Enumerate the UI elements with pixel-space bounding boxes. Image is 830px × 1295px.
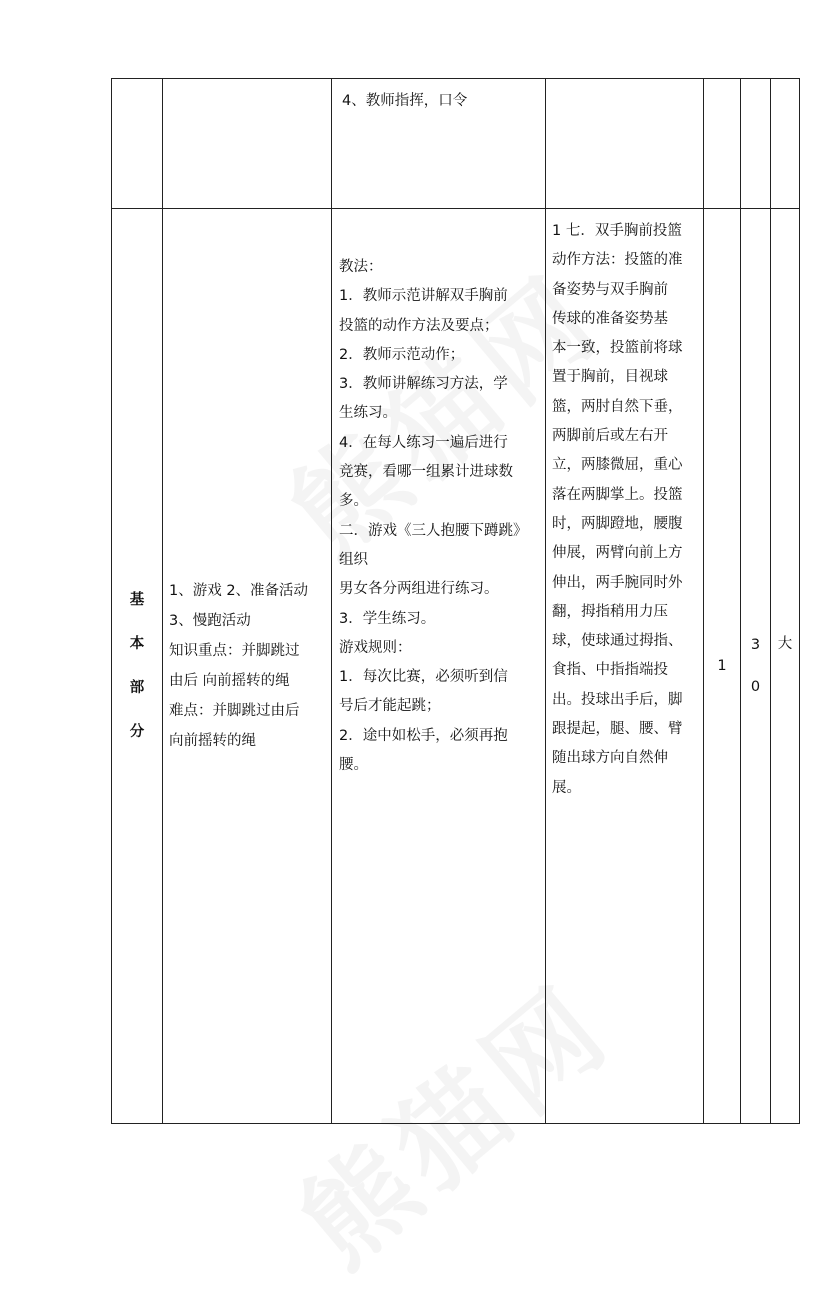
method-line: 3．学生练习。: [339, 610, 436, 627]
method-line: 腰。: [339, 757, 368, 774]
table-row: [112, 209, 800, 1124]
description-line: 动作方法：投篮的准: [552, 252, 683, 269]
description-line: 展。: [552, 779, 581, 796]
section-label-char: 分: [129, 724, 145, 740]
method-line: 4．在每人练习一遍后进行: [339, 434, 508, 451]
description-line: 备姿势与双手胸前: [552, 281, 668, 298]
method-line: 号后才能起跳；: [339, 698, 441, 715]
description-line: 立，两膝微屈，重心: [552, 457, 683, 474]
time-cell: [741, 79, 771, 209]
content-line: 难点：并脚跳过由后: [169, 703, 300, 719]
method-line: 多。: [339, 493, 368, 510]
method-line: 2．途中如松手，必须再抱: [339, 727, 508, 744]
intensity-cell: [771, 79, 800, 209]
count-cell: [704, 79, 741, 209]
description-line: 食指、中指指端投: [552, 662, 668, 679]
count-cell: [704, 209, 741, 1124]
description-cell: [546, 209, 704, 1124]
method-line: 二．游戏《三人抱腰下蹲跳》: [339, 522, 528, 539]
description-line: 跟提起，腿、腰、臂: [552, 721, 683, 738]
content-line: 3、慢跑活动: [169, 613, 251, 629]
method-line: 1．每次比赛，必须听到信: [339, 669, 508, 686]
method-line: 教法：: [339, 259, 383, 275]
time-cell: [741, 209, 771, 1124]
method-line: 2．教师示范动作；: [339, 346, 465, 363]
method-line: 投篮的动作方法及要点；: [339, 317, 499, 334]
intensity-cell: [771, 209, 800, 1124]
method-line: 游戏规则：: [339, 639, 412, 656]
description-line: 传球的准备姿势基: [552, 310, 668, 327]
content-line: 由后 向前摇转的绳: [169, 673, 290, 689]
method-cell: [332, 209, 546, 1124]
method-line: 男女各分两组进行练习。: [339, 581, 499, 598]
table-row: [112, 79, 800, 209]
content-cell: [163, 209, 332, 1124]
description-line: 落在两脚掌上。投篮: [552, 486, 683, 503]
method-line: 竞赛，看哪一组累计进球数: [339, 464, 513, 481]
section-label-char: 本: [129, 636, 145, 652]
description-line: 时，两脚蹬地，腰腹: [552, 515, 683, 532]
section-cell: [112, 79, 163, 209]
description-line: 出。投球出手后，脚: [552, 691, 683, 708]
description-line: 篮，两肘自然下垂，: [552, 398, 683, 415]
time-digit: 0: [750, 679, 761, 695]
content-line: 1、游戏 2、准备活动: [169, 583, 309, 599]
organization-cell: [332, 79, 546, 209]
description-line: 球，使球通过拇指、: [552, 633, 683, 650]
description-line: 翻，拇指稍用力压: [552, 603, 668, 620]
method-line: 3．教师讲解练习方法，学: [339, 376, 508, 393]
intensity-value: 大: [777, 636, 793, 652]
organization-text: 4、教师指挥，口令: [342, 93, 468, 109]
lesson-plan-table: [111, 78, 800, 1124]
section-label-cell: [112, 209, 163, 1124]
section-label-char: 基: [129, 592, 145, 608]
time-digit: 3: [750, 637, 761, 653]
content-line: 向前摇转的绳: [169, 733, 256, 749]
description-cell: [546, 79, 704, 209]
description-line: 本一致，投篮前将球: [552, 340, 683, 357]
content-cell: [163, 79, 332, 209]
method-line: 1．教师示范讲解双手胸前: [339, 288, 508, 305]
section-label-char: 部: [129, 680, 145, 696]
description-line: 两脚前后或左右开: [552, 428, 668, 445]
description-line: 置于胸前，目视球: [552, 369, 668, 386]
description-line: 伸出，两手腕同时外: [552, 574, 683, 591]
method-line: 生练习。: [339, 405, 397, 422]
method-line: 组织: [339, 551, 368, 568]
description-line: 伸展，两臂向前上方: [552, 545, 683, 562]
description-line: 1 七．双手胸前投篮: [552, 223, 682, 239]
description-line: 随出球方向自然伸: [552, 750, 668, 767]
count-value: 1: [717, 658, 727, 674]
content-line: 知识重点：并脚跳过: [169, 643, 300, 659]
